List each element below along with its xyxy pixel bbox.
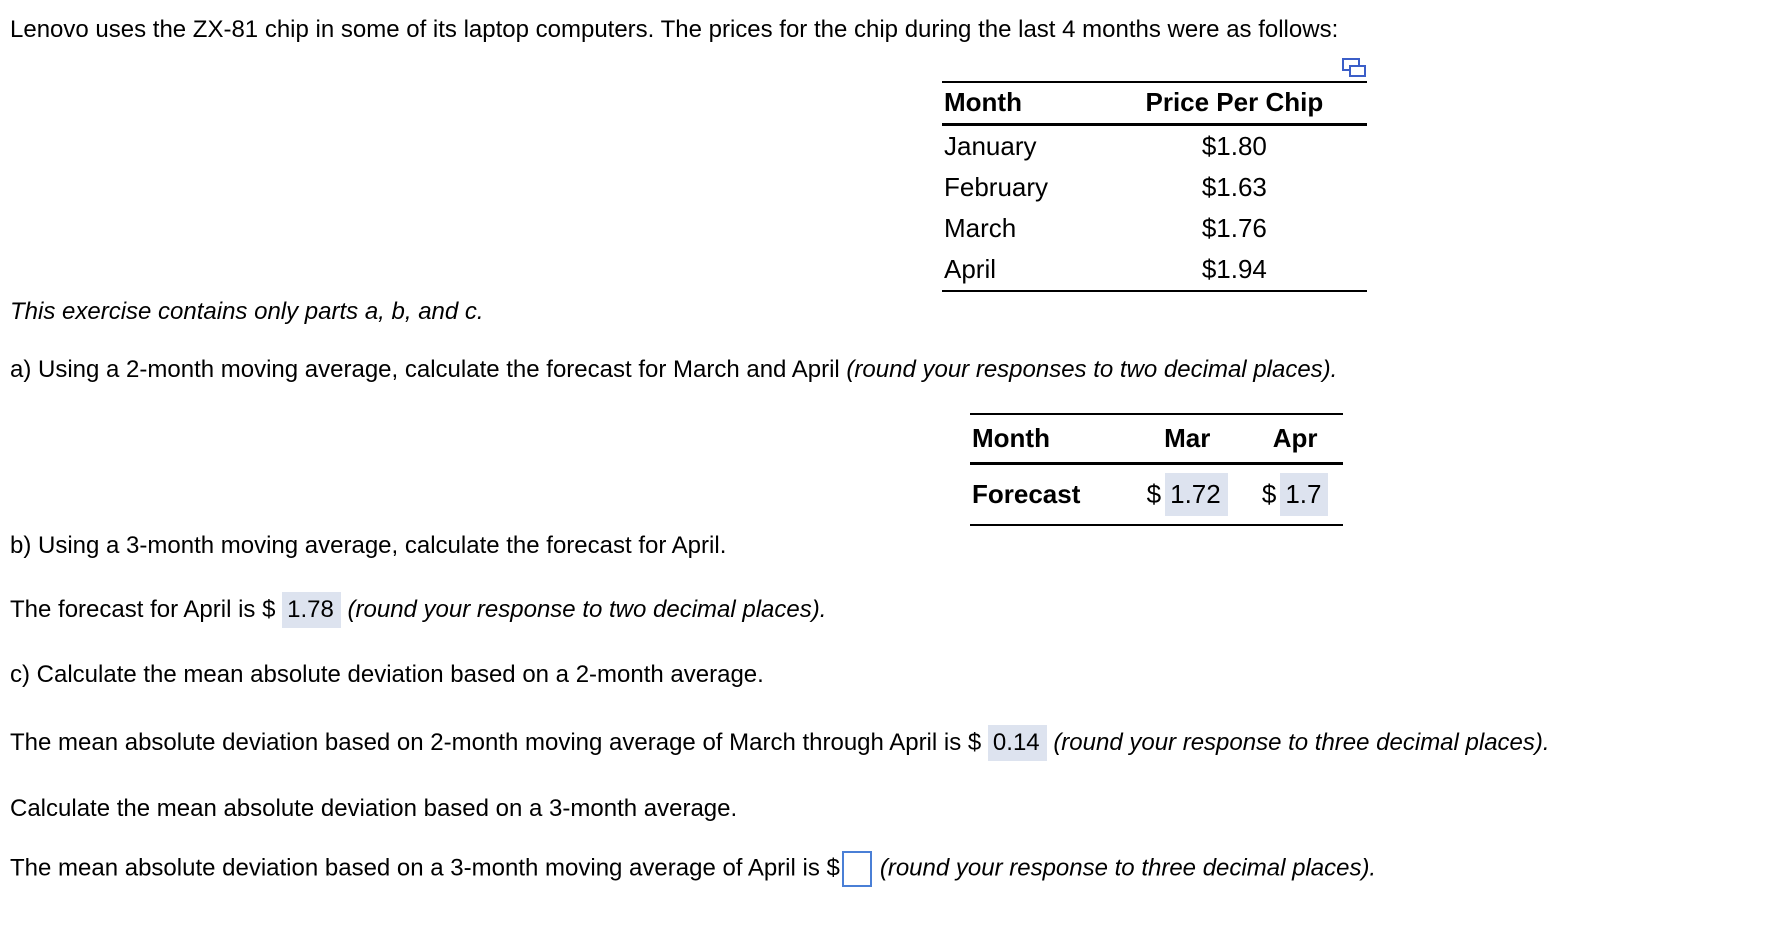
mad3-hint: (round your response to three decimal places). (879, 854, 1377, 882)
price-table (942, 81, 1367, 292)
table-row (942, 208, 1367, 249)
month-cell: April (942, 249, 1100, 291)
table-row (942, 167, 1367, 208)
forecast-row1-label: Month (970, 414, 1127, 464)
price-cell: $1.76 (1201, 213, 1267, 243)
header-price: Price Per Chip (1100, 82, 1367, 125)
part-b-answer[interactable]: 1.78 (282, 592, 341, 628)
part-b-hint: (round your response to two decimal places). (347, 596, 827, 623)
table-row (942, 249, 1367, 291)
table-row (970, 464, 1343, 526)
month-cell: February (944, 172, 1049, 202)
mad2-answer[interactable]: 0.14 (988, 725, 1047, 761)
table-row (942, 125, 1367, 168)
price-cell: $1.80 (1201, 131, 1267, 161)
mad3-answer-line (10, 851, 1376, 887)
header-month: Month (942, 82, 1100, 125)
currency-symbol: $ (1261, 479, 1277, 509)
exercise-note: This exercise contains only parts a, b, and c. (10, 298, 484, 325)
mad3-prefix: The mean absolute deviation based on a 3-month moving average of April is $ (10, 854, 840, 882)
part-b-prefix: The forecast for April is $ (10, 596, 276, 623)
part-c-question: c) Calculate the mean absolute deviation based on a 2-month average. (10, 661, 764, 688)
forecast-mar-cell (1127, 464, 1245, 526)
price-cell: $1.63 (1201, 172, 1267, 202)
part-a-hint: (round your responses to two decimal places). (846, 356, 1338, 383)
mad3-input[interactable] (842, 851, 872, 887)
part-c-question-2: Calculate the mean absolute deviation based on a 3-month average. (10, 795, 738, 822)
mad2-prefix: The mean absolute deviation based on 2-month moving average of March through April is $ (10, 729, 982, 756)
forecast-month-apr: Apr (1245, 414, 1343, 464)
part-a-text: a) Using a 2-month moving average, calculate the forecast for March and April (10, 356, 840, 383)
price-cell: $1.94 (1100, 249, 1367, 291)
forecast-table (970, 413, 1343, 526)
mad2-hint: (round your response to three decimal places). (1053, 729, 1550, 756)
month-cell: January (944, 131, 1037, 161)
part-b-question: b) Using a 3-month moving average, calculate the forecast for April. (10, 532, 727, 559)
mad2-answer-line (10, 725, 1550, 761)
month-cell: March (944, 213, 1017, 243)
part-b-answer-line (10, 592, 826, 628)
intro-text: Lenovo uses the ZX-81 chip in some of its laptop computers. The prices for the chip during the last 4 months were as follows: (10, 16, 1339, 43)
copy-icon[interactable] (1341, 57, 1367, 79)
forecast-row2-label: Forecast (970, 464, 1127, 526)
forecast-mar-answer[interactable]: 1.72 (1165, 473, 1228, 516)
part-a-question (10, 358, 1337, 382)
currency-symbol: $ (1146, 479, 1162, 509)
forecast-month-mar: Mar (1127, 414, 1245, 464)
forecast-apr-answer[interactable]: 1.7 (1280, 473, 1328, 516)
forecast-apr-cell (1245, 464, 1343, 526)
